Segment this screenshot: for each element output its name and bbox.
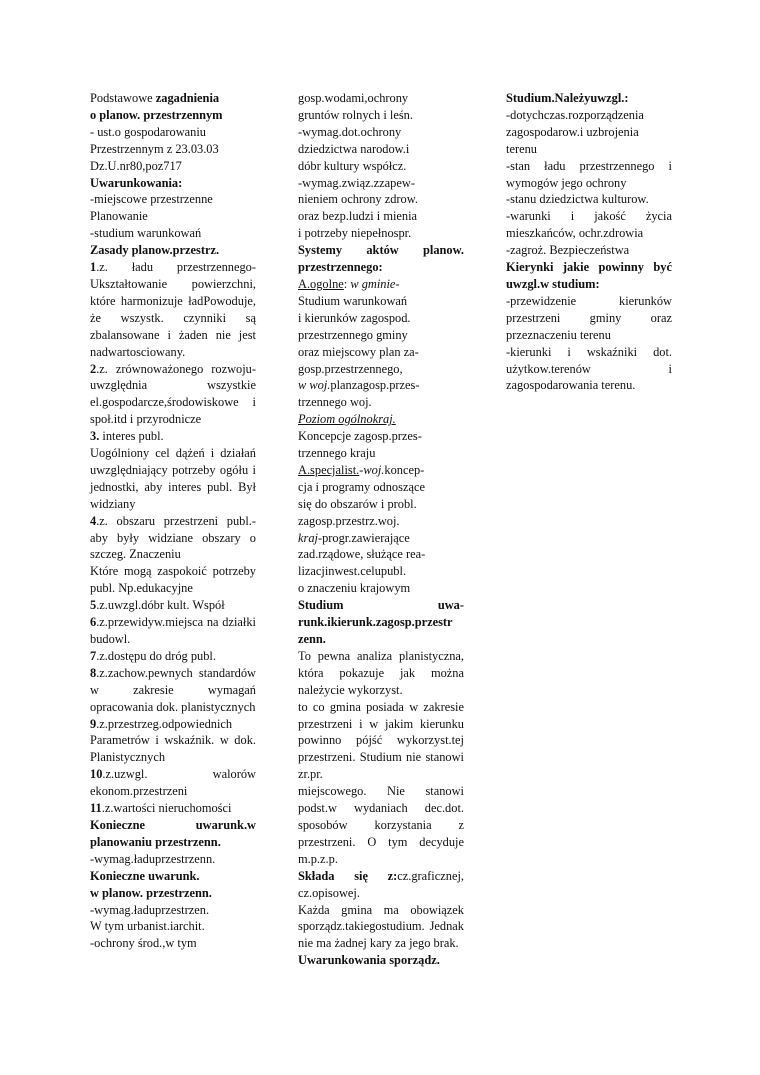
paragraph	[90, 648, 256, 665]
text-run: Uwarunkowania sporządz.	[298, 953, 440, 968]
paragraph	[298, 158, 464, 175]
paragraph	[506, 191, 672, 208]
text-run: Konieczne uwarunk.	[90, 868, 200, 883]
text-run: A.ogolne	[298, 276, 344, 291]
paragraph	[298, 513, 464, 530]
paragraph	[90, 124, 256, 141]
text-run: 4	[90, 513, 97, 528]
text-run: 6	[90, 615, 97, 630]
paragraph	[90, 563, 256, 597]
text-column-1	[90, 90, 256, 952]
paragraph	[298, 631, 464, 648]
paragraph	[90, 242, 256, 259]
paragraph	[298, 902, 464, 953]
paragraph	[90, 513, 256, 564]
text-run: Parametrów i wskaźnik. w dok. Planistycznych	[90, 733, 256, 765]
text-run: Uogólniony cel dążeń i działań uwzględniający potrzeby ogółu i jednostki, aby interes publ. Był widziany	[90, 446, 256, 511]
text-run: gosp.przestrzennego,	[298, 361, 403, 376]
text-run: lizacjinwest.celupubl.	[298, 564, 407, 579]
text-run: woj.	[363, 462, 385, 477]
text-run: dóbr kultury współcz.	[298, 158, 407, 173]
text-run: Uwarunkowania:	[90, 175, 183, 190]
text-run: Koncepcje zagosp.przes-	[298, 429, 422, 444]
text-run: trzennego woj.	[298, 395, 372, 410]
text-run: -wymag.dot.ochrony	[298, 124, 402, 139]
paragraph	[90, 208, 256, 225]
text-run: oraz miejscowy plan za-	[298, 344, 419, 359]
paragraph	[298, 699, 464, 784]
text-run: interes publ.	[99, 429, 164, 444]
paragraph	[90, 766, 256, 800]
text-run: -przewidzenie kierunków przestrzeni gminy oraz przeznaczeniu terenu	[506, 293, 672, 342]
text-run: oraz bezp.ludzi i mienia	[298, 209, 418, 224]
text-run: .z.przewidyw.miejsca na działki budowl.	[90, 615, 256, 646]
text-run: - ust.o gospodarowaniu	[90, 124, 206, 139]
paragraph	[298, 90, 464, 107]
text-run: -miejscowe przestrzenne	[90, 192, 213, 207]
text-run: i kierunków zagospod.	[298, 310, 411, 325]
text-run: przestrzennego gminy	[298, 327, 408, 342]
paragraph	[90, 716, 256, 733]
paragraph	[298, 952, 464, 969]
paragraph	[298, 411, 464, 428]
text-run: w gminie-	[350, 276, 400, 291]
text-run: nieniem ochrony zdrow.	[298, 192, 418, 207]
text-run: Każda gmina ma obowiązek sporządz.takiegostudium. Jednak nie ma żadnej kary za jego brak.	[298, 902, 464, 951]
text-run: 5	[90, 598, 97, 613]
paragraph	[506, 208, 672, 242]
paragraph	[90, 935, 256, 952]
paragraph	[298, 496, 464, 513]
text-run: miejscowego. Nie stanowi podst.w wydaniach dec.dot. sposobów korzystania z przestrzeni. O tym decyduje m.p.z.p.	[298, 784, 464, 866]
text-run: w planow. przestrzenn.	[90, 885, 212, 900]
paragraph	[298, 394, 464, 411]
paragraph	[298, 225, 464, 242]
text-run: .z.uwzgl.dóbr kult. Współ	[96, 598, 225, 613]
text-run: Planowanie	[90, 209, 148, 224]
text-run: -warunki i jakość życia mieszkańców, ochr.zdrowia	[506, 209, 672, 241]
text-run: o znaczeniu krajowym	[298, 581, 411, 596]
text-run: Które mogą zaspokoić potrzeby publ. Np.edukacyjne	[90, 564, 256, 596]
paragraph	[90, 90, 256, 107]
text-run: .z. ładu przestrzennego-Ukształtowanie powierzchni, które harmonizuje ładPowoduje, że wszystk. czynniki są zbalansowane i żaden nie jest nadwartosciowany.	[90, 260, 256, 359]
paragraph	[506, 141, 672, 158]
paragraph	[298, 361, 464, 378]
text-run: Systemy aktów planow. przestrzennego:	[298, 243, 464, 275]
paragraph	[298, 563, 464, 580]
text-run: 3.	[90, 429, 100, 444]
text-run: runk.ikierunk.zagosp.przestr	[298, 615, 453, 630]
text-run: -	[359, 462, 364, 477]
text-run: Kierynki jakie powinny być uwzgl.w studium:	[506, 260, 672, 291]
text-run: 10	[90, 767, 103, 782]
paragraph	[90, 259, 256, 360]
paragraph	[506, 259, 672, 293]
paragraph	[298, 310, 464, 327]
paragraph	[298, 868, 464, 902]
paragraph	[298, 124, 464, 141]
paragraph	[298, 479, 464, 496]
paragraph	[90, 158, 256, 175]
paragraph	[298, 141, 464, 158]
paragraph	[90, 918, 256, 935]
paragraph	[298, 783, 464, 868]
text-run: planzagosp.przes-	[330, 378, 420, 393]
text-run: zagadnienia	[155, 91, 220, 105]
paragraph	[90, 817, 256, 851]
paragraph	[298, 648, 464, 699]
text-run: gruntów rolnych i leśn.	[298, 107, 413, 122]
text-run: To pewna analiza planistyczna, która pokazuje jak można należycie wykorzyst.	[298, 648, 464, 697]
paragraph	[298, 344, 464, 361]
paragraph	[298, 242, 464, 276]
paragraph	[90, 225, 256, 242]
paragraph	[298, 191, 464, 208]
paragraph	[90, 614, 256, 648]
paragraph	[298, 462, 464, 479]
paragraph	[298, 530, 464, 547]
paragraph	[506, 242, 672, 259]
paragraph	[298, 327, 464, 344]
paragraph	[506, 344, 672, 395]
paragraph	[298, 445, 464, 462]
paragraph	[90, 868, 256, 885]
paragraph	[90, 851, 256, 868]
paragraph	[298, 175, 464, 192]
paragraph	[506, 158, 672, 192]
text-run: Składa się z:	[298, 868, 398, 883]
paragraph	[90, 107, 256, 124]
text-run: zagosp.przestrz.woj.	[298, 513, 400, 528]
paragraph	[90, 885, 256, 902]
text-run: A.specjalist.	[298, 462, 360, 477]
text-run: :	[343, 276, 351, 291]
text-run: -dotychczas.rozporządzenia	[506, 107, 644, 122]
text-run: -studium warunkowań	[90, 226, 202, 241]
text-run: o planow. przestrzennym	[90, 107, 223, 122]
paragraph	[298, 293, 464, 310]
paragraph	[298, 208, 464, 225]
text-run: 7	[90, 648, 97, 663]
paragraph	[298, 597, 464, 614]
paragraph	[90, 175, 256, 192]
text-run: .z.przestrzeg.odpowiednich	[96, 716, 233, 731]
text-run: -wymag.ładuprzestrzenn.	[90, 851, 216, 866]
paragraph	[506, 107, 672, 124]
paragraph	[298, 377, 464, 394]
text-run: -stan ładu przestrzennego i wymogów jego ochrony	[506, 158, 672, 190]
text-run: w woj.	[298, 378, 331, 393]
text-run: -wymag.ładuprzestrzen.	[90, 902, 210, 917]
paragraph	[90, 428, 256, 445]
paragraph	[298, 614, 464, 631]
text-run: .z.dostępu do dróg publ.	[96, 648, 216, 663]
text-run: Przestrzennym z 23.03.03	[90, 141, 219, 156]
paragraph	[298, 580, 464, 597]
text-run: kraj	[298, 530, 318, 545]
text-run: -kierunki i wskaźniki dot. użytkow.terenów i zagospodarowania terenu.	[506, 344, 672, 393]
text-run: cja i programy odnoszące	[298, 479, 425, 494]
text-run: zenn.	[298, 632, 326, 646]
text-run: -zagroż. Bezpieczeństwa	[506, 243, 630, 258]
paragraph	[298, 107, 464, 124]
paragraph	[506, 293, 672, 344]
text-run: Dz.U.nr80,poz717	[90, 158, 182, 173]
paragraph	[298, 546, 464, 563]
text-run: .z. obszaru przestrzeni publ.-aby były widziane obszary o szczeg. Znaczeniu	[90, 513, 256, 562]
paragraph	[90, 361, 256, 429]
paragraph	[90, 665, 256, 716]
paragraph	[90, 732, 256, 766]
text-run: Studium uwa-	[298, 598, 464, 613]
text-run: .z.zachow.pewnych standardów w zakresie wymagań opracowania dok. planistycznych	[90, 665, 256, 714]
paragraph	[90, 902, 256, 919]
text-run: .z. zrównoważonego rozwoju-uwzględnia wszystkie el.gospodarcze,środowiskowe i społ.itd i przyrodnicze	[90, 361, 256, 427]
paragraph	[298, 276, 464, 293]
text-run: koncep-	[384, 462, 425, 477]
text-run: terenu	[506, 141, 537, 156]
paragraph	[90, 141, 256, 158]
text-run: i potrzeby niepełnospr.	[298, 226, 412, 241]
text-run: .z.wartości nieruchomości	[101, 801, 232, 816]
text-run: zad.rządowe, służące rea-	[298, 547, 426, 562]
text-run: się do obszarów i probl.	[298, 496, 417, 511]
text-run: Studium.Należyuwzgl.:	[506, 91, 629, 105]
text-run: gosp.wodami,ochrony	[298, 91, 409, 105]
paragraph	[506, 124, 672, 141]
text-run: cz.graficznej, cz.opisowej.	[298, 868, 464, 900]
text-run: -wymag.związ.zzapew-	[298, 175, 415, 190]
text-run: -ochrony środ.,w tym	[90, 936, 197, 951]
text-run: Studium warunkowań	[298, 293, 408, 308]
text-run: zagospodarow.i uzbrojenia	[506, 124, 639, 139]
text-run: to co gmina posiada w zakresie przestrzeni i w jakim kierunku powinno pójść wykorzyst.tej przestrzeni. Studium nie stanowi zr.pr.	[298, 699, 464, 782]
text-run: -stanu dziedzictwa kulturow.	[506, 192, 649, 207]
text-run: Poziom ogólnokraj.	[298, 412, 396, 427]
text-run: W tym urbanist.iarchit.	[90, 919, 205, 934]
text-run: 9	[90, 716, 97, 731]
paragraph	[90, 597, 256, 614]
text-run: 11	[90, 801, 102, 816]
paragraph	[506, 90, 672, 107]
text-run: Podstawowe	[90, 91, 156, 105]
text-run: .z.uzwgl. walorów ekonom.przestrzeni	[90, 767, 256, 799]
text-run: trzennego kraju	[298, 446, 376, 461]
text-run: -progr.zawierające	[317, 530, 410, 545]
text-run: Konieczne uwarunk.w planowaniu przestrzenn.	[90, 817, 256, 849]
paragraph	[90, 191, 256, 208]
text-run: dziedzictwa narodow.i	[298, 141, 410, 156]
text-run: 2	[90, 361, 97, 376]
paragraph	[90, 445, 256, 513]
text-column-3	[506, 90, 672, 394]
text-run: 1	[90, 260, 97, 275]
paragraph	[90, 800, 256, 817]
text-run: 8	[90, 665, 97, 680]
text-run: Zasady planow.przestrz.	[90, 243, 220, 258]
text-column-2	[298, 90, 464, 969]
paragraph	[298, 428, 464, 445]
